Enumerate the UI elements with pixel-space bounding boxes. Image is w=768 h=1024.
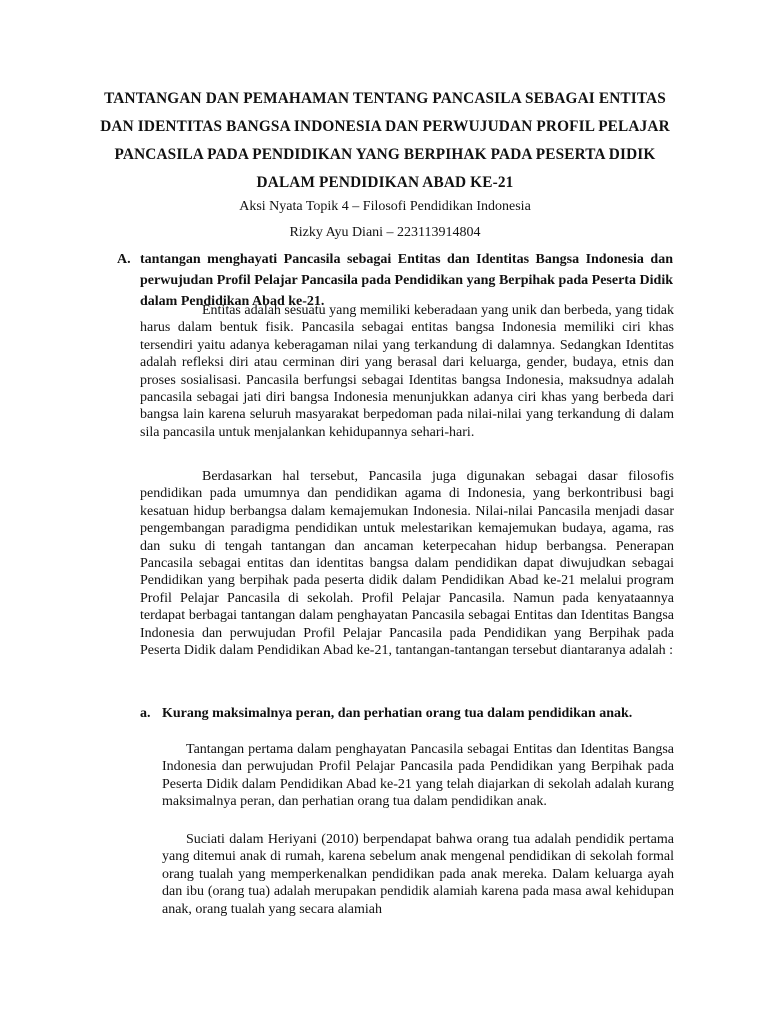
section-a-letter: A. — [117, 252, 131, 267]
title-line: DAN IDENTITAS BANGSA INDONESIA DAN PERWUJUDAN PROFIL PELAJAR — [100, 118, 670, 135]
subsection-a-paragraph-2: Suciati dalam Heriyani (2010) berpendapat bahwa orang tua adalah pendidik pertama yang ditemui anak di rumah, karena sebelum anak mengenal pendidikan di sekolah formal orang tualah yang memperkenalkan pendidikan pada anak mereka. Dalam keluarga ayah dan ibu (orang tua) adalah merupakan pendidik alamiah karena pada masa awal kehidupan anak, orang tualah yang secara alamiah — [162, 832, 674, 917]
title-line: PANCASILA PADA PENDIDIKAN YANG BERPIHAK PADA PESERTA DIDIK — [114, 146, 656, 163]
author-line: Rizky Ayu Diani – 223113914804 — [289, 225, 481, 240]
document-subtitle: Aksi Nyata Topik 4 – Filosofi Pendidikan Indonesia — [239, 199, 531, 214]
section-a-paragraph-1: Entitas adalah sesuatu yang memiliki keberadaan yang unik dan berbeda, yang tidak harus dalam bentuk fisik. Pancasila sebagai entitas bangsa Indonesia memiliki ciri khas tersendiri yaitu adanya keberagaman nilai yang terkandung di dalamnya. Sedangkan Identitas adalah refleksi diri atau cerminan diri yang berasal dari keluarga, gender, budaya, etnis dan proses sosialisasi. Pancasila berfungsi sebagai Identitas bangsa Indonesia, maksudnya adalah pancasila sebagai jati diri bangsa Indonesia menunjukkan adanya ciri khas yang berbeda dari bangsa lain karena seluruh masyarakat berpedoman pada nilai-nilai yang terkandung di dalam sila pancasila untuk menjalankan kehidupannya sehari-hari. — [140, 303, 674, 440]
document-title — [88, 85, 682, 197]
section-a-paragraph-2: Berdasarkan hal tersebut, Pancasila juga digunakan sebagai dasar filosofis pendidikan pada umumnya dan pendidikan agama di Indonesia, yang berkontribusi bagi kesatuan hidup berbangsa dalam kemajemukan Indonesia. Nilai-nilai Pancasila menjadi dasar pengembangan paradigma pendidikan untuk melestarikan kemajemukan budaya, agama, ras dan suku di tengah tantangan dan ancaman keterpecahan hidup berbangsa. Penerapan Pancasila sebagai entitas dan identitas bangsa dalam pendidikan dapat diwujudkan sebagai Pendidikan yang berpihak pada peserta didik dalam Pendidikan Abad ke-21 melalui program Profil Pelajar Pancasila di sekolah. Profil Pelajar Pancasila. Namun pada kenyataannya terdapat berbagai tantangan dalam penghayatan Pancasila sebagai Entitas dan Identitas Bangsa Indonesia dan perwujudan Profil Pelajar Pancasila pada Pendidikan yang Berpihak pada Peserta Didik dalam Pendidikan Abad ke-21, tantangan-tantangan tersebut diantaranya adalah : — [140, 469, 674, 659]
title-line: TANTANGAN DAN PEMAHAMAN TENTANG PANCASILA SEBAGAI ENTITAS — [104, 90, 666, 107]
subsection-a-letter: a. — [140, 706, 151, 721]
subsection-a-heading: Kurang maksimalnya peran, dan perhatian orang tua dalam pendidikan anak. — [162, 706, 633, 721]
section-a-heading: tantangan menghayati Pancasila sebagai Entitas dan Identitas Bangsa Indonesia dan perwujudan Profil Pelajar Pancasila pada Pendidikan yang Berpihak pada Peserta Didik dalam Pendidikan Abad ke-21. — [140, 252, 673, 309]
title-line: DALAM PENDIDIKAN ABAD KE-21 — [256, 174, 514, 191]
subsection-a-paragraph-1: Tantangan pertama dalam penghayatan Pancasila sebagai Entitas dan Identitas Bangsa Indonesia dan perwujudan Profil Pelajar Pancasila pada Pendidikan yang Berpihak pada Peserta Didik dalam Pendidikan Abad ke-21 yang telah diajarkan di sekolah adalah kurang maksimalnya peran, dan perhatian orang tua dalam pendidikan anak. — [162, 742, 674, 810]
